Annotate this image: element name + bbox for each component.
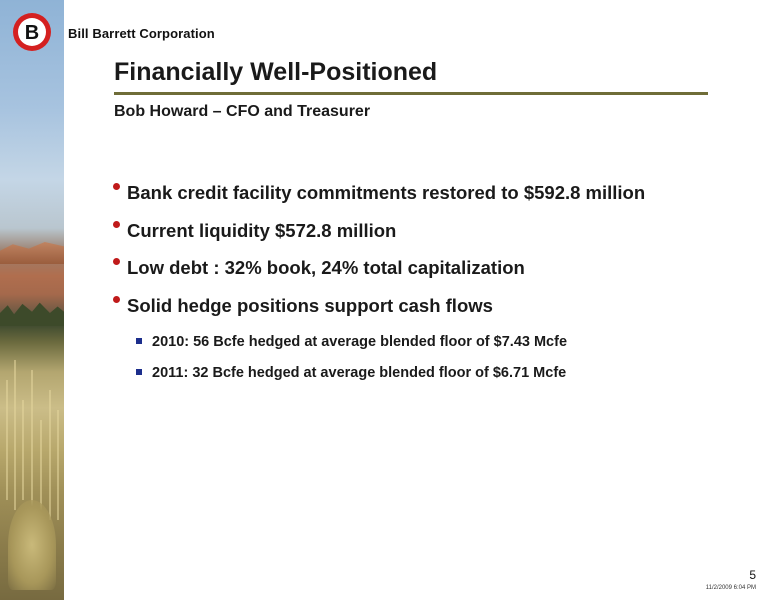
bullet-text: Low debt : 32% book, 24% total capitalization (127, 257, 525, 278)
title-divider (114, 92, 708, 95)
print-timestamp: 11/2/2009 6:04 PM (705, 585, 756, 591)
bullet-item (112, 295, 645, 333)
landscape-photo-strip (0, 0, 64, 600)
bullet-dot-icon (113, 296, 120, 303)
tree-line (0, 300, 64, 326)
slide-subtitle: Bob Howard – CFO and Treasurer (114, 103, 371, 120)
bullet-text: Bank credit facility commitments restored to $592.8 million (127, 182, 646, 203)
dry-shrub (8, 500, 56, 590)
bullet-item (112, 220, 645, 258)
bullet-text: Current liquidity $572.8 million (127, 219, 397, 241)
company-name: Bill Barrett Corporation (68, 26, 215, 41)
bullet-item (112, 257, 645, 295)
bullet-item (112, 182, 645, 220)
sub-bullet-item (136, 334, 567, 365)
page-number: 5 (749, 568, 756, 582)
logo-letter: B (24, 22, 40, 44)
bullet-dot-icon (113, 221, 120, 228)
sub-bullet-item (136, 365, 567, 396)
bullet-dot-icon (113, 258, 120, 265)
sub-bullet-text: 2011: 32 Bcfe hedged at average blended floor of $6.71 Mcfe (152, 365, 567, 381)
bullet-text: Solid hedge positions support cash flows (127, 294, 493, 316)
bullet-list (112, 182, 645, 332)
company-logo-icon (12, 12, 52, 52)
square-bullet-icon (136, 369, 142, 375)
square-bullet-icon (136, 338, 142, 344)
sub-bullet-text: 2010: 56 Bcfe hedged at average blended floor of $7.43 Mcfe (152, 334, 568, 350)
bullet-dot-icon (113, 183, 120, 190)
slide-title: Financially Well-Positioned (114, 58, 438, 86)
red-rock-ridge (0, 242, 64, 264)
sub-bullet-list (136, 334, 567, 396)
